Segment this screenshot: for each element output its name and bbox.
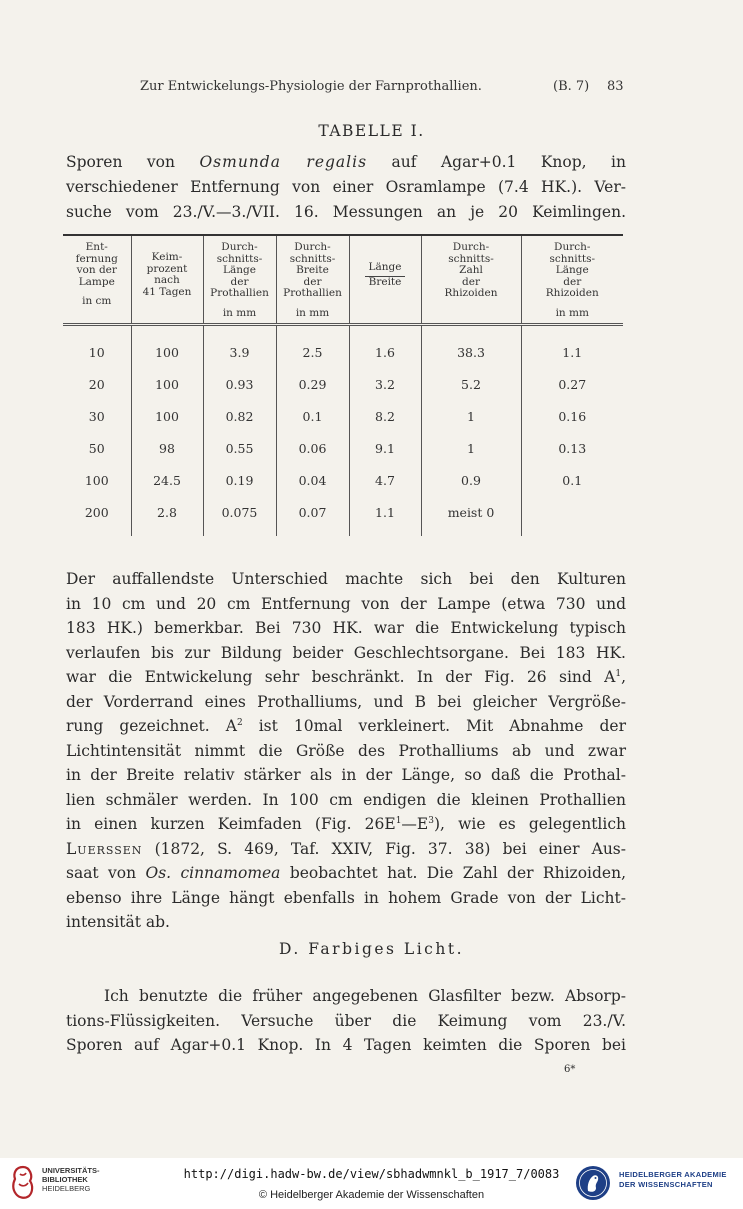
text-line bbox=[66, 861, 626, 886]
header-unit: in mm bbox=[295, 306, 330, 319]
species-name: Osmunda regalis bbox=[199, 153, 368, 171]
superscript: 1 bbox=[615, 668, 622, 679]
cell-rhizoid-count: 0.9 bbox=[421, 464, 521, 496]
cell-distance: 30 bbox=[88, 408, 105, 424]
cell-rhizoid-length: 0.16 bbox=[521, 400, 623, 432]
header-unit: in mm bbox=[222, 306, 257, 319]
cell-ratio: 8.2 bbox=[349, 400, 421, 432]
text-line: tions-Flüssigkeiten. Versuche über die Keimung vom 23./V. bbox=[66, 1011, 626, 1030]
fraction-numerator: Länge bbox=[365, 262, 406, 277]
cell-width: 0.07 bbox=[276, 496, 349, 536]
text-line: Lichtintensität nimmt die Größe des Prothalliums ab und zwar bbox=[66, 741, 626, 760]
text-line bbox=[66, 665, 626, 690]
cell-rhizoid-length bbox=[521, 496, 623, 536]
text-line: Der auffallendste Unterschied machte sich bei den Kulturen bbox=[66, 570, 626, 588]
cell-ratio: 3.2 bbox=[349, 368, 421, 400]
header-unit: in cm bbox=[82, 295, 112, 307]
text-run: war die Entwickelung sehr beschränkt. In der Fig. 26 sind A bbox=[66, 668, 616, 686]
table-row bbox=[63, 432, 623, 464]
paragraph-colored-light bbox=[66, 984, 626, 1058]
cell-distance: 200 bbox=[84, 504, 109, 520]
cell-ratio: 1.1 bbox=[349, 496, 421, 536]
header-germination bbox=[131, 235, 203, 325]
cell-length: 0.93 bbox=[203, 368, 276, 400]
cell-rhizoid-length: 1.1 bbox=[521, 325, 623, 369]
cell-germination: 24.5 bbox=[131, 464, 203, 496]
printer-signature: 6* bbox=[564, 1064, 576, 1075]
text-line: lien schmäler werden. In 100 cm endigen die kleinen Prothallien bbox=[66, 790, 626, 809]
cell-germination: 2.8 bbox=[131, 496, 203, 536]
academy-line: HEIDELBERGER AKADEMIE bbox=[619, 1170, 727, 1179]
table-row bbox=[63, 496, 623, 536]
data-table bbox=[63, 234, 623, 536]
ratio-fraction bbox=[365, 262, 406, 288]
cell-length: 3.9 bbox=[203, 325, 276, 369]
page-number: 83 bbox=[607, 79, 624, 94]
header-length-width-ratio bbox=[349, 235, 421, 325]
cell-rhizoid-count: 1 bbox=[421, 400, 521, 432]
cell-ratio: 4.7 bbox=[349, 464, 421, 496]
cell-germination: 98 bbox=[131, 432, 203, 464]
fraction-denominator: Breite bbox=[368, 275, 402, 288]
header-rhizoid-count bbox=[421, 235, 521, 325]
copyright-notice: © Heidelberger Akademie der Wissenschaften bbox=[258, 1189, 485, 1201]
text-line: intensität ab. bbox=[66, 913, 170, 931]
superscript: 1 bbox=[395, 815, 402, 826]
library-line: BIBLIOTHEK bbox=[42, 1175, 88, 1184]
cell-width: 0.1 bbox=[276, 400, 349, 432]
superscript: 2 bbox=[236, 717, 243, 728]
cell-rhizoid-length: 0.1 bbox=[521, 464, 623, 496]
table-row bbox=[63, 400, 623, 432]
superscript: 3 bbox=[428, 815, 434, 826]
cell-germination: 100 bbox=[131, 368, 203, 400]
text-line: ebenso ihre Länge hängt ebenfalls in hohem Grade von der Licht- bbox=[66, 888, 626, 907]
permalink[interactable]: http://digi.hadw-bw.de/view/sbhadwmnkl_b_1917_7/0083 bbox=[183, 1167, 560, 1181]
table-row bbox=[63, 325, 623, 369]
header-rhizoid-length bbox=[521, 235, 623, 325]
header-label: Durch- schnitts- Länge der Rhizoiden bbox=[545, 241, 599, 299]
caption-line: suche vom 23./V.—3./VII. 16. Messungen an je 20 Keimlingen. bbox=[66, 203, 626, 221]
header-label: Durch- schnitts- Länge der Prothallien bbox=[210, 241, 269, 299]
table-title: TABELLE I. bbox=[318, 122, 425, 140]
text-line bbox=[66, 837, 626, 862]
academy-line: DER WISSENSCHAFTEN bbox=[619, 1180, 713, 1189]
caption-line: verschiedener Entfernung von einer Osramlampe (7.4 HK.). Ver- bbox=[66, 178, 626, 196]
header-prothallium-length bbox=[203, 235, 276, 325]
text-run: ), wie es gelegentlich bbox=[433, 815, 626, 833]
library-line: UNIVERSITÄTS- bbox=[42, 1166, 100, 1175]
table-caption bbox=[66, 150, 626, 225]
section-heading: D. Farbiges Licht. bbox=[278, 940, 464, 958]
library-line: HEIDELBERG bbox=[42, 1184, 91, 1193]
text-run: beobachtet hat. Die Zahl der Rhizoiden, bbox=[289, 864, 626, 882]
cell-germination: 100 bbox=[131, 400, 203, 432]
header-prothallium-width bbox=[276, 235, 349, 325]
text-run: saat von bbox=[66, 864, 137, 882]
cell-rhizoid-count: 1 bbox=[421, 432, 521, 464]
table-header-row bbox=[63, 235, 623, 325]
text-line: 183 HK.) bemerkbar. Bei 730 HK. war die Entwickelung typisch bbox=[66, 619, 626, 637]
caption-text: Sporen von bbox=[66, 153, 175, 171]
cell-distance: 20 bbox=[88, 376, 105, 392]
paragraph-luerssen bbox=[66, 567, 626, 935]
academy-name[interactable] bbox=[619, 1170, 727, 1190]
text-line: Sporen auf Agar+0.1 Knop. In 4 Tagen keimten die Sporen bei bbox=[66, 1036, 626, 1054]
running-head-volume: (B. 7) bbox=[553, 79, 590, 94]
cell-distance: 50 bbox=[88, 440, 105, 456]
text-line bbox=[66, 812, 626, 837]
text-run: —E bbox=[401, 815, 429, 833]
cell-rhizoid-count: 38.3 bbox=[421, 325, 521, 369]
author-name: Luerssen bbox=[66, 839, 143, 858]
text-run: ist 10mal verkleinert. Mit Abnahme der bbox=[258, 717, 626, 735]
cell-length: 0.82 bbox=[203, 400, 276, 432]
academy-seal-icon[interactable] bbox=[574, 1163, 612, 1203]
running-head-title: Zur Entwickelungs-Physiologie der Farnprothallien. bbox=[140, 79, 482, 94]
cell-ratio: 9.1 bbox=[349, 432, 421, 464]
cell-distance: 100 bbox=[84, 472, 109, 488]
header-label: Durch- schnitts- Breite der Prothallien bbox=[283, 241, 342, 299]
text-line bbox=[66, 714, 626, 739]
text-line: Ich benutzte die früher angegebenen Glasfilter bezw. Absorp- bbox=[104, 987, 626, 1005]
text-run: (1872, S. 469, Taf. XXIV, Fig. 37. 38) bei einer Aus- bbox=[154, 839, 626, 858]
text-line: in 10 cm und 20 cm Entfernung von der Lampe (etwa 730 und bbox=[66, 594, 626, 613]
cell-ratio: 1.6 bbox=[349, 325, 421, 369]
cell-width: 0.06 bbox=[276, 432, 349, 464]
text-run: in einen kurzen Keimfaden (Fig. 26E bbox=[66, 815, 396, 833]
cell-distance: 10 bbox=[88, 344, 105, 360]
header-label: Durch- schnitts- Zahl der Rhizoiden bbox=[444, 241, 498, 299]
cell-germination: 100 bbox=[131, 325, 203, 369]
cell-rhizoid-count: meist 0 bbox=[421, 496, 521, 536]
cell-width: 0.29 bbox=[276, 368, 349, 400]
text-line: in der Breite relativ stärker als in der Länge, so daß die Prothal- bbox=[66, 766, 626, 784]
table-row bbox=[63, 464, 623, 496]
table-row bbox=[63, 368, 623, 400]
cell-width: 2.5 bbox=[276, 325, 349, 369]
cell-length: 0.19 bbox=[203, 464, 276, 496]
species-name: Os. cinnamomea bbox=[145, 864, 281, 882]
cell-length: 0.075 bbox=[203, 496, 276, 536]
header-distance bbox=[63, 235, 131, 325]
header-label: Keim- prozent nach 41 Tagen bbox=[142, 251, 192, 298]
text-line: verlaufen bis zur Bildung beider Geschlechtsorgane. Bei 183 HK. bbox=[66, 643, 626, 662]
cell-width: 0.04 bbox=[276, 464, 349, 496]
header-label: Ent- fernung von der Lampe bbox=[75, 241, 118, 288]
text-run: rung gezeichnet. A bbox=[66, 717, 237, 735]
cell-rhizoid-length: 0.13 bbox=[521, 432, 623, 464]
cell-rhizoid-length: 0.27 bbox=[521, 368, 623, 400]
header-unit: in mm bbox=[555, 306, 589, 319]
text-line: der Vorderrand eines Prothalliums, und B bei gleicher Vergröße- bbox=[66, 692, 626, 711]
caption-text: auf Agar+0.1 Knop, in bbox=[391, 153, 626, 171]
cell-rhizoid-count: 5.2 bbox=[421, 368, 521, 400]
text-run: , bbox=[621, 668, 626, 686]
viewer-footer bbox=[0, 1158, 743, 1209]
cell-length: 0.55 bbox=[203, 432, 276, 464]
caption-line bbox=[66, 150, 626, 175]
